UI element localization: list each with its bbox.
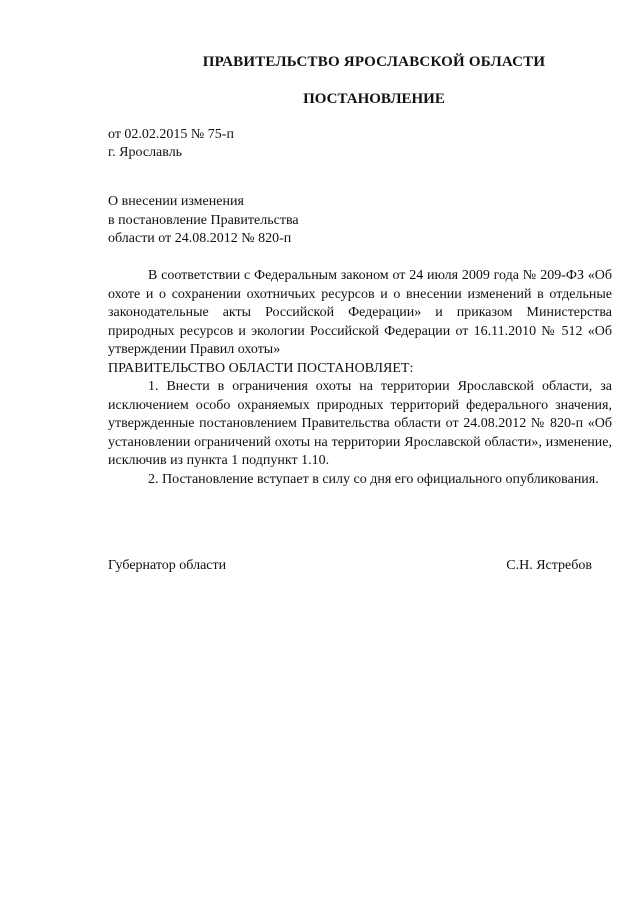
subject-line: в постановление Правительства [108,212,299,228]
preamble-paragraph: В соответствии с Федеральным законом от 24 июля 2009 года № 209-ФЗ «Об охоте и о сохранении охотничьих ресурсов и о внесении изменений в отдельные законодательные акты Российской Федерации» и приказом Министерства природных ресурсов и экологии Российской Федерации от 16.11.2010 № 512 «Об утверждении Правил охоты» [108,268,612,357]
city: г. Ярославль [108,145,183,160]
item-2-paragraph: 2. Постановление вступает в силу со дня его официального опубликования. [148,471,599,487]
signer-title: Губернатор области [108,558,227,573]
document-body [108,267,612,489]
document-meta [108,126,234,162]
document-type-heading: ПОСТАНОВЛЕНИЕ [303,91,445,107]
resolution-clause: ПРАВИТЕЛЬСТВО ОБЛАСТИ ПОСТАНОВЛЯЕТ: [108,360,414,376]
authority-heading: ПРАВИТЕЛЬСТВО ЯРОСЛАВСКОЙ ОБЛАСТИ [202,54,546,70]
item-1-paragraph: 1. Внести в ограничения охоты на территории Ярославской области, за исключением особо охраняемых природных территорий федерального значения, утвержденные постановлением Правительства области от 24.08.2012 № 820-п «Об установлении ограничений охоты на территории Ярославской области», изменение, исключив из пункта 1 подпункт 1.10. [108,379,612,468]
signer-name: С.Н. Ястребов [506,558,592,573]
signature-block [108,558,592,574]
subject-line: О внесении изменения [108,194,244,209]
subject-line: области от 24.08.2012 № 820-п [108,231,292,246]
date-number: от 02.02.2015 № 75-п [108,127,234,142]
document-subject [108,193,299,249]
